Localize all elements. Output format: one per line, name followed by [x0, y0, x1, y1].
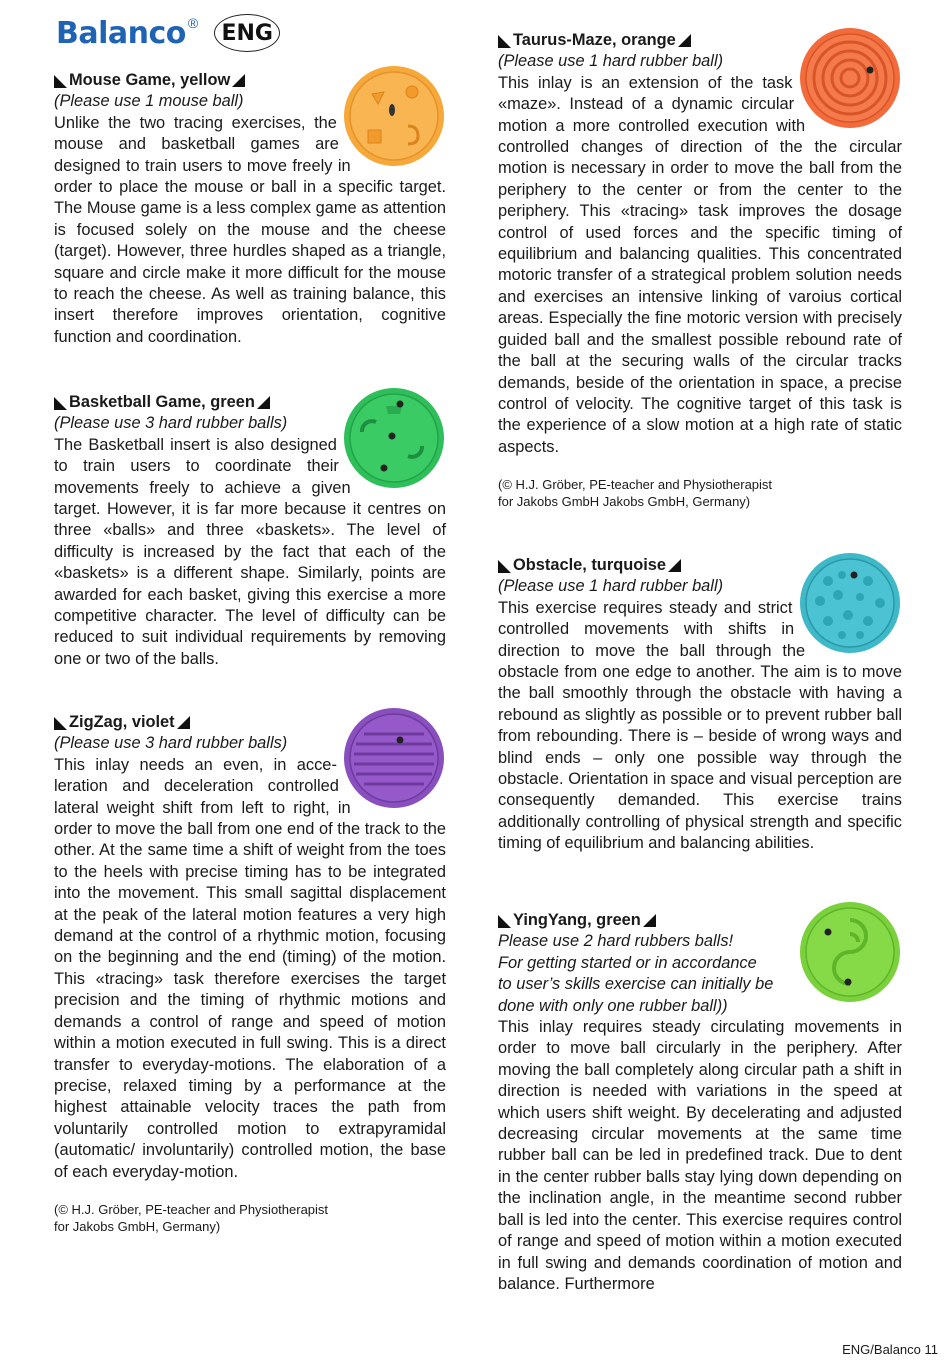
- zigzag-title-text: ZigZag, violet: [69, 713, 175, 731]
- triangle-right-icon: [257, 396, 270, 409]
- right-column: [498, 30, 902, 1295]
- brand-name: Balanco: [56, 15, 186, 51]
- triangle-left-icon: [54, 717, 67, 730]
- taurus-maze-body: This inlay is an extension of the task «maze». Instead of a dynamic circular motion a more controlled execution with controlled changes of direction of the the circular motion is necessary in order to move the ball from the periphery to the center or from the center to the periphery. This «tracing» task improves the dosage control of used forces and the specific timing of equilibrium and balancing qualities. This concentrated motoric transfer of a strategical problem solution needs and exercises an intensive linking of varoius cortical areas. Especially the fine motoric version with precisely guided ball and the smallest possible rebound rate of the ball at the securing walls of the circular tracks demands, beside of the orientation in space, a precise control of velocity. The cognitive target of this task is the experience of a slow motion at a high rate of static aspects.: [498, 73, 902, 456]
- taurus-credit-line2: for Jakobs GmbH Jakobs GmbH, Germany): [498, 494, 751, 510]
- zigzag-credit: [54, 1201, 446, 1235]
- obstacle-note: (Please use 1 hard rubber ball): [498, 577, 724, 596]
- zigzag-note: (Please use 3 hard rubber balls): [54, 734, 288, 753]
- taurus-credit-line1: (© H.J. Gröber, PE-teacher and Physiotherapist: [498, 477, 773, 493]
- basketball-game-title-text: Basketball Game, green: [69, 393, 255, 411]
- yingyang-note-line3: to user’s skills exercise can initially be: [498, 975, 774, 994]
- obstacle-title-text: Obstacle, turquoise: [513, 556, 667, 574]
- mouse-game-title-text: Mouse Game, yellow: [69, 71, 231, 89]
- basketball-game-note: (Please use 3 hard rubber balls): [54, 414, 288, 433]
- triangle-right-icon: [177, 716, 190, 729]
- zigzag-credit-line1: (© H.J. Gröber, PE-teacher and Physiotherapist: [54, 1201, 329, 1217]
- yingyang-title-text: YingYang, green: [513, 911, 641, 929]
- zigzag-disc-image: [342, 706, 446, 810]
- registered-mark: ®: [187, 15, 199, 31]
- triangle-left-icon: [498, 560, 511, 573]
- language-badge: ENG: [214, 14, 280, 52]
- triangle-right-icon: [643, 914, 656, 927]
- mouse-game-note: (Please use 1 mouse ball): [54, 92, 244, 111]
- triangle-left-icon: [498, 915, 511, 928]
- brand-logo: [56, 14, 280, 52]
- obstacle-title: [498, 555, 790, 576]
- triangle-left-icon: [498, 35, 511, 48]
- yingyang-note-line4: done with only one rubber ball)): [498, 996, 728, 1015]
- section-obstacle: [498, 555, 902, 895]
- section-basketball-game: [54, 392, 446, 692]
- mouse-game-disc-image: [342, 64, 446, 168]
- page-footer: ENG/Balanco 11: [842, 1342, 938, 1357]
- taurus-maze-title-text: Taurus-Maze, orange: [513, 31, 676, 49]
- mouse-game-body: Unlike the two tracing exercises, the mouse and basketball games are designed to train users to move freely in order to place the mouse or ball in a specific target. The Mouse game is a less complex game as attention is focused solely on the mouse and the cheese (target). However, three hurdles shaped as a triangle, square and circle make it more difficult for the mouse to reach the cheese. As well as training balance, this insert therefore improves orientation, cognitive function and coordination.: [54, 113, 446, 346]
- triangle-left-icon: [54, 397, 67, 410]
- triangle-right-icon: [668, 559, 681, 572]
- section-zigzag: [54, 712, 446, 1235]
- yingyang-note-line2: For getting started or in accordance: [498, 953, 757, 972]
- obstacle-disc-image: [798, 551, 902, 655]
- triangle-left-icon: [54, 75, 67, 88]
- obstacle-body: This exercise requires steady and strict controlled movements with shifts in direction to move the ball through the obstacle from one edge to another. The aim is to move the ball smoothly through the obstacle with having a rebound as slightly as possible or to prevent rubber ball from rebounding. There is – beside of wrong ways and blind ends – only one possible way through the obstacle. Orientation in space and visual perception are consequently demanded. This exercise trains additionally controlling of physical strength and specific timing of equilibrium and balancing abilities.: [498, 598, 902, 853]
- taurus-maze-credit: [498, 476, 902, 510]
- yingyang-body: This inlay requires steady circulating movements in order to move ball circularly in the periphery. After moving the ball completely along circular path a shift in direction is needed with variations in the speed at which users shift weight. By decelerating and adjusted decreasing circular movements at the same time rubber ball can be led in predefined track. Due to dent in the center rubber balls stay lying down depending on the inclination angle, in the meantime second rubber ball is led into the center. This exercise requires control of range and speed of motion within a motion executed in full swing and demands coordination of motion and balance. Furthermore: [498, 1018, 902, 1293]
- left-column: [54, 70, 446, 1235]
- taurus-maze-title: [498, 30, 790, 51]
- section-taurus-maze: [498, 30, 902, 540]
- taurus-maze-note: (Please use 1 hard rubber ball): [498, 52, 724, 71]
- zigzag-credit-line2: for Jakobs GmbH, Germany): [54, 1218, 221, 1234]
- zigzag-body: This inlay needs an even, in acceleration and deceleration controlled lateral weight shift from left to right, in order to move the ball from one end of the track to the other. At the same time a shift of weight from the toes to the heels with precise timing has to be integrated into the movement. This small sagittal displacement at the peak of the lateral motion features a very high demand at the control of a rhythmic motion, focusing on the beginning and the end (timing) of the motion. This «tracing» task therefore exercises the target precision and the timing of rhythmic motions and demands a control of range and speed of motion within a motion executed in full swing. This is a direct transfer to everyday-motions. The elaboration of a precise, relaxed timing by a performance at the highest attainable velocity traces the path from voluntarily controlled motion to extrapyramidal (automatic/ involuntarily) controlled motion, the base of each everyday-motion.: [54, 755, 446, 1181]
- zigzag-title: [54, 712, 334, 733]
- yingyang-disc-image: [798, 900, 902, 1004]
- basketball-game-disc-image: [342, 386, 446, 490]
- section-yingyang: [498, 910, 902, 1295]
- mouse-game-title: [54, 70, 334, 91]
- triangle-right-icon: [232, 74, 245, 87]
- taurus-maze-disc-image: [798, 26, 902, 130]
- yingyang-title: [498, 910, 790, 931]
- triangle-right-icon: [678, 34, 691, 47]
- basketball-game-body: The Basketball insert is also designed to train users to coordinate their movements freely to achieve a given target. However, it is far more because it centres on three «balls» and three «baskets». The level of difficulty is increased by the fact that each of the «baskets» is a different shape. Similarly, points are awarded for each basket, giving this exercise a more competitive character. The level of difficulty can be reduced to suit individual requirements by removing one or two of the balls.: [54, 435, 446, 668]
- yingyang-note-line1: Please use 2 hard rubbers balls!: [498, 932, 734, 951]
- section-mouse-game: [54, 70, 446, 372]
- basketball-game-title: [54, 392, 334, 413]
